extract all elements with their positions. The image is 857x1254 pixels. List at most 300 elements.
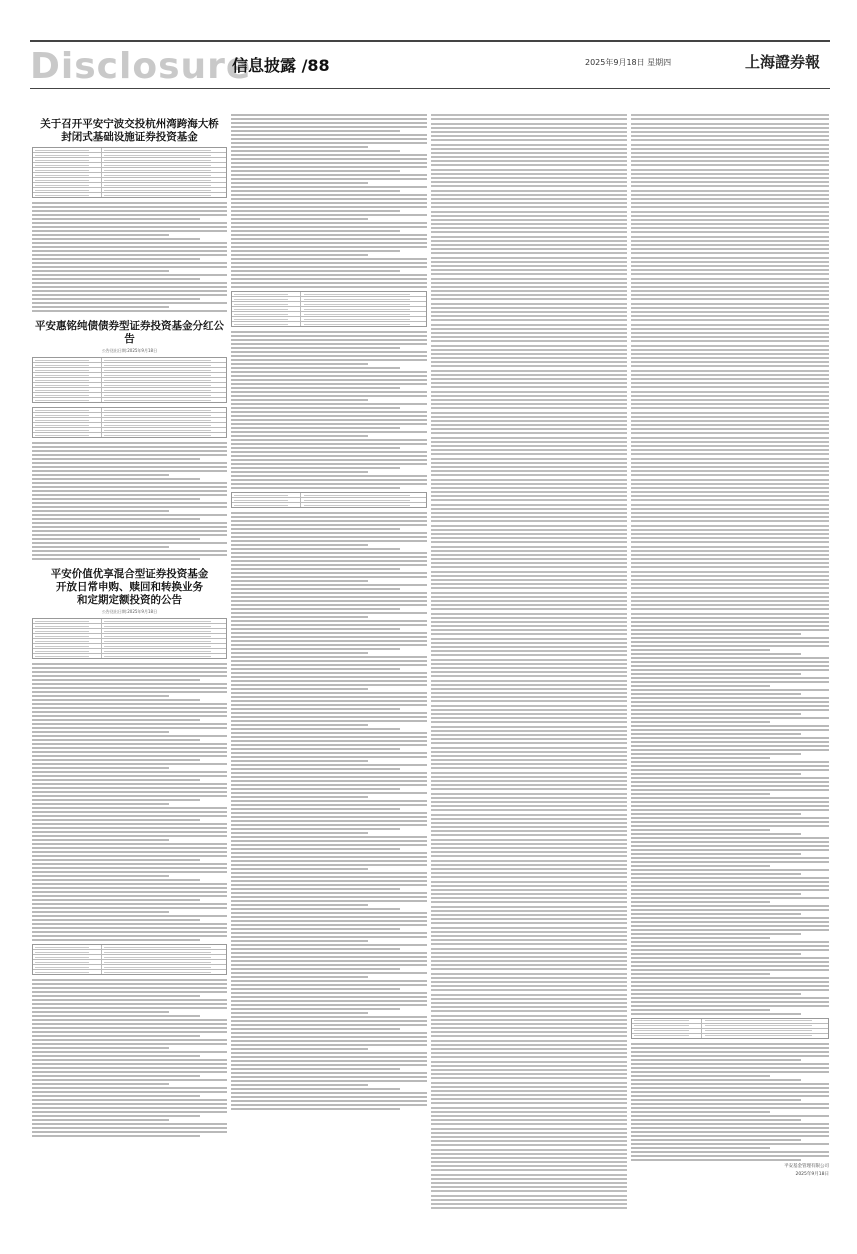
text-line bbox=[231, 864, 427, 866]
text-line bbox=[231, 170, 400, 172]
text-line bbox=[231, 692, 427, 694]
text-line bbox=[231, 708, 400, 710]
text-line bbox=[631, 479, 829, 481]
text-line bbox=[631, 353, 829, 355]
text-line bbox=[231, 540, 427, 542]
text-line bbox=[631, 933, 801, 935]
article-3-title bbox=[32, 568, 227, 607]
text-line bbox=[431, 759, 627, 761]
text-line bbox=[431, 303, 627, 305]
text-line bbox=[32, 498, 200, 500]
text-line bbox=[231, 158, 427, 160]
text-line bbox=[631, 286, 829, 288]
text-line bbox=[32, 202, 227, 204]
section-title: 信息披露 /88 bbox=[232, 56, 330, 75]
text-line bbox=[431, 294, 627, 296]
text-line bbox=[32, 799, 200, 801]
text-line bbox=[431, 252, 627, 254]
text-line bbox=[231, 528, 400, 530]
text-line bbox=[431, 952, 627, 954]
text-line bbox=[231, 459, 427, 461]
text-line bbox=[431, 223, 627, 225]
text-line bbox=[431, 1073, 627, 1075]
text-line bbox=[231, 174, 427, 176]
text-line bbox=[231, 1008, 400, 1010]
text-line bbox=[231, 660, 427, 662]
text-line bbox=[631, 793, 770, 795]
text-line bbox=[32, 238, 200, 240]
text-line bbox=[631, 370, 829, 372]
text-line bbox=[32, 1079, 227, 1081]
text-line bbox=[231, 752, 427, 754]
text-line bbox=[231, 1052, 427, 1054]
text-line bbox=[32, 466, 227, 468]
text-line bbox=[231, 980, 427, 982]
text-line bbox=[431, 910, 627, 912]
text-line bbox=[431, 805, 627, 807]
text-line bbox=[231, 648, 400, 650]
text-line bbox=[231, 604, 427, 606]
column-4 bbox=[631, 112, 829, 1247]
text-line bbox=[631, 633, 801, 635]
text-line bbox=[431, 834, 627, 836]
text-line bbox=[431, 1123, 627, 1125]
text-line bbox=[32, 286, 227, 288]
text-line bbox=[431, 311, 627, 313]
text-line bbox=[431, 1157, 627, 1159]
text-line bbox=[231, 620, 427, 622]
text-line bbox=[32, 222, 227, 224]
text-line bbox=[231, 920, 427, 922]
text-line bbox=[431, 1119, 627, 1121]
text-line bbox=[231, 544, 368, 546]
text-line bbox=[231, 1040, 427, 1042]
text-line bbox=[231, 592, 427, 594]
text-line bbox=[431, 893, 627, 895]
text-line bbox=[231, 800, 427, 802]
text-line bbox=[231, 764, 427, 766]
text-line bbox=[231, 122, 427, 124]
text-line bbox=[231, 748, 400, 750]
text-line bbox=[431, 449, 627, 451]
text-line bbox=[231, 904, 368, 906]
text-line bbox=[231, 130, 400, 132]
text-line bbox=[231, 516, 427, 518]
text-line bbox=[631, 160, 829, 162]
text-line bbox=[631, 395, 829, 397]
text-line bbox=[32, 823, 227, 825]
text-line bbox=[631, 745, 829, 747]
text-line bbox=[631, 554, 829, 556]
text-line bbox=[631, 152, 829, 154]
text-line bbox=[631, 1043, 829, 1045]
text-line bbox=[231, 367, 400, 369]
text-line bbox=[631, 206, 829, 208]
text-line bbox=[231, 816, 427, 818]
text-line bbox=[231, 912, 427, 914]
text-line bbox=[231, 1012, 368, 1014]
text-line bbox=[231, 375, 427, 377]
text-line bbox=[431, 822, 627, 824]
table-row bbox=[33, 398, 226, 402]
text-line bbox=[431, 416, 627, 418]
text-line bbox=[631, 303, 829, 305]
text-line bbox=[32, 1023, 227, 1025]
text-line bbox=[631, 504, 829, 506]
text-line bbox=[431, 721, 627, 723]
text-line bbox=[631, 449, 829, 451]
text-line bbox=[231, 419, 427, 421]
text-line bbox=[431, 466, 627, 468]
text-line bbox=[631, 857, 829, 859]
text-line bbox=[631, 801, 829, 803]
text-line bbox=[231, 520, 427, 522]
article-2-body bbox=[32, 357, 227, 560]
text-line bbox=[32, 1027, 227, 1029]
text-line bbox=[631, 757, 770, 759]
text-line bbox=[231, 900, 427, 902]
text-line bbox=[431, 474, 627, 476]
text-line bbox=[32, 502, 227, 504]
table-row bbox=[33, 654, 226, 658]
text-line bbox=[32, 1111, 227, 1113]
text-line bbox=[231, 1024, 427, 1026]
text-line bbox=[431, 407, 627, 409]
text-line bbox=[32, 1055, 200, 1057]
text-line bbox=[631, 709, 829, 711]
text-line bbox=[32, 306, 169, 308]
text-line bbox=[631, 1047, 829, 1049]
text-line bbox=[32, 915, 227, 917]
text-line bbox=[231, 532, 427, 534]
text-line bbox=[32, 1127, 227, 1129]
text-line bbox=[431, 700, 627, 702]
signature-company: 平安基金管理有限公司 bbox=[784, 1163, 829, 1169]
text-line bbox=[631, 533, 829, 535]
text-line bbox=[431, 985, 627, 987]
text-line bbox=[32, 791, 227, 793]
text-line bbox=[32, 1091, 227, 1093]
text-line bbox=[32, 759, 200, 761]
text-line bbox=[231, 944, 427, 946]
text-line bbox=[431, 587, 627, 589]
text-line bbox=[631, 361, 829, 363]
text-line bbox=[431, 776, 627, 778]
text-line bbox=[431, 742, 627, 744]
text-line bbox=[431, 156, 627, 158]
text-line bbox=[231, 976, 368, 978]
text-line bbox=[631, 677, 829, 679]
text-line bbox=[231, 600, 427, 602]
text-line bbox=[431, 1182, 627, 1184]
text-line bbox=[631, 562, 829, 564]
text-line bbox=[231, 588, 400, 590]
text-line bbox=[231, 736, 427, 738]
text-line bbox=[231, 351, 427, 353]
column-1 bbox=[32, 112, 227, 1247]
text-line bbox=[631, 357, 829, 359]
text-line bbox=[431, 747, 627, 749]
text-line bbox=[231, 286, 427, 288]
text-line bbox=[231, 1028, 400, 1030]
text-line bbox=[231, 258, 427, 260]
text-line bbox=[231, 596, 427, 598]
text-line bbox=[631, 558, 829, 560]
text-line bbox=[32, 1083, 169, 1085]
text-line bbox=[431, 1169, 627, 1171]
text-line bbox=[231, 876, 427, 878]
text-line bbox=[231, 788, 400, 790]
text-line bbox=[431, 977, 627, 979]
text-line bbox=[32, 1067, 227, 1069]
text-line bbox=[231, 948, 400, 950]
text-line bbox=[631, 1063, 829, 1065]
text-line bbox=[431, 533, 627, 535]
text-line bbox=[631, 961, 829, 963]
text-line bbox=[431, 734, 627, 736]
text-line bbox=[431, 948, 627, 950]
text-line bbox=[431, 1132, 627, 1134]
text-line bbox=[32, 771, 227, 773]
text-line bbox=[431, 1144, 627, 1146]
text-line bbox=[231, 1076, 427, 1078]
text-line bbox=[431, 575, 627, 577]
text-line bbox=[431, 780, 627, 782]
text-line bbox=[631, 661, 829, 663]
text-line bbox=[32, 743, 227, 745]
text-line bbox=[32, 927, 227, 929]
text-line bbox=[32, 987, 227, 989]
text-line bbox=[32, 731, 169, 733]
text-line bbox=[431, 772, 627, 774]
text-line bbox=[631, 645, 829, 647]
text-line bbox=[631, 1107, 829, 1109]
text-line bbox=[631, 1151, 829, 1153]
article-3-title-line-2: 开放日常申购、赎回和转换业务 bbox=[56, 581, 203, 593]
text-line bbox=[32, 775, 227, 777]
text-line bbox=[32, 979, 227, 981]
text-line bbox=[631, 649, 770, 651]
text-line bbox=[631, 625, 829, 627]
text-line bbox=[431, 1207, 627, 1209]
text-line bbox=[231, 832, 368, 834]
text-line bbox=[231, 824, 427, 826]
text-line bbox=[431, 680, 627, 682]
text-line bbox=[431, 265, 627, 267]
text-line bbox=[231, 278, 427, 280]
text-line bbox=[231, 964, 427, 966]
text-line bbox=[231, 856, 427, 858]
text-line bbox=[431, 181, 627, 183]
text-line bbox=[431, 160, 627, 162]
text-line bbox=[32, 723, 227, 725]
text-line bbox=[32, 995, 200, 997]
text-line bbox=[231, 234, 427, 236]
text-line bbox=[32, 234, 169, 236]
text-line bbox=[431, 646, 627, 648]
text-line bbox=[32, 675, 227, 677]
text-line bbox=[631, 386, 829, 388]
text-line bbox=[431, 525, 627, 527]
text-line bbox=[231, 194, 427, 196]
text-line bbox=[231, 632, 427, 634]
text-line bbox=[231, 940, 368, 942]
text-line bbox=[431, 931, 627, 933]
text-line bbox=[231, 238, 427, 240]
text-line bbox=[231, 190, 400, 192]
text-line bbox=[431, 173, 627, 175]
text-line bbox=[431, 345, 627, 347]
article-1-body bbox=[32, 147, 227, 312]
text-line bbox=[631, 403, 829, 405]
text-line bbox=[231, 1100, 427, 1102]
text-line bbox=[231, 572, 427, 574]
text-line bbox=[231, 371, 427, 373]
text-line bbox=[631, 336, 829, 338]
text-line bbox=[631, 391, 829, 393]
text-line bbox=[32, 274, 227, 276]
text-line bbox=[231, 612, 427, 614]
text-line bbox=[231, 580, 368, 582]
text-line bbox=[32, 859, 200, 861]
text-line bbox=[231, 908, 400, 910]
text-line bbox=[32, 835, 227, 837]
text-line bbox=[431, 282, 627, 284]
text-line bbox=[32, 1099, 227, 1101]
masthead bbox=[0, 0, 857, 95]
text-line bbox=[32, 887, 227, 889]
text-line bbox=[231, 972, 427, 974]
text-line bbox=[231, 210, 400, 212]
text-line bbox=[431, 730, 627, 732]
text-line bbox=[431, 927, 627, 929]
text-line bbox=[431, 1040, 627, 1042]
text-line bbox=[231, 696, 427, 698]
text-line bbox=[631, 1127, 829, 1129]
text-line bbox=[631, 765, 829, 767]
text-line bbox=[231, 391, 427, 393]
text-line bbox=[431, 1136, 627, 1138]
text-line bbox=[631, 516, 829, 518]
text-line bbox=[231, 463, 427, 465]
data-table bbox=[32, 944, 227, 975]
text-line bbox=[231, 439, 427, 441]
article-1-title-line-2: 封闭式基础设施证券投资基金 bbox=[61, 131, 198, 143]
text-line bbox=[631, 993, 801, 995]
text-line bbox=[431, 361, 627, 363]
text-line bbox=[431, 839, 627, 841]
text-line bbox=[431, 148, 627, 150]
text-line bbox=[631, 1123, 829, 1125]
text-line bbox=[231, 1004, 427, 1006]
text-line bbox=[231, 988, 400, 990]
text-line bbox=[231, 202, 427, 204]
text-line bbox=[431, 705, 627, 707]
newspaper-logo: 上海證券報 bbox=[745, 53, 821, 71]
signature-date: 2025年9月18日 bbox=[795, 1171, 829, 1177]
text-line bbox=[32, 458, 200, 460]
text-line bbox=[32, 1043, 227, 1045]
text-line bbox=[431, 922, 627, 924]
text-line bbox=[631, 123, 829, 125]
text-line bbox=[631, 164, 829, 166]
text-line bbox=[231, 672, 427, 674]
text-line bbox=[32, 1031, 227, 1033]
text-line bbox=[431, 1048, 627, 1050]
text-line bbox=[431, 558, 627, 560]
table-row bbox=[232, 322, 426, 326]
text-line bbox=[631, 298, 829, 300]
text-line bbox=[231, 568, 400, 570]
text-line bbox=[431, 675, 627, 677]
column-4-body bbox=[631, 114, 829, 1161]
text-line bbox=[631, 849, 829, 851]
text-line bbox=[631, 717, 829, 719]
text-line bbox=[631, 345, 829, 347]
text-line bbox=[431, 1203, 627, 1205]
text-line bbox=[32, 999, 227, 1001]
text-line bbox=[231, 992, 427, 994]
text-line bbox=[231, 383, 427, 385]
text-line bbox=[231, 266, 427, 268]
text-line bbox=[231, 230, 400, 232]
text-line bbox=[231, 1068, 400, 1070]
text-line bbox=[431, 914, 627, 916]
text-line bbox=[231, 996, 427, 998]
text-line bbox=[431, 629, 627, 631]
text-line bbox=[231, 1104, 427, 1106]
text-line bbox=[231, 888, 400, 890]
text-line bbox=[231, 956, 427, 958]
text-line bbox=[631, 537, 829, 539]
text-line bbox=[231, 415, 427, 417]
text-line bbox=[631, 1143, 829, 1145]
text-line bbox=[431, 240, 627, 242]
text-line bbox=[32, 883, 227, 885]
text-line bbox=[631, 641, 829, 643]
text-line bbox=[431, 382, 627, 384]
text-line bbox=[631, 412, 829, 414]
text-line bbox=[431, 1161, 627, 1163]
text-line bbox=[231, 628, 400, 630]
text-line bbox=[431, 793, 627, 795]
text-line bbox=[631, 1005, 829, 1007]
text-line bbox=[631, 1071, 829, 1073]
text-line bbox=[32, 210, 227, 212]
text-line bbox=[231, 608, 400, 610]
text-line bbox=[431, 441, 627, 443]
text-line bbox=[431, 688, 627, 690]
text-line bbox=[431, 462, 627, 464]
text-line bbox=[431, 1174, 627, 1176]
text-line bbox=[231, 872, 427, 874]
text-line bbox=[431, 432, 627, 434]
text-line bbox=[32, 550, 227, 552]
text-line bbox=[32, 226, 227, 228]
text-line bbox=[431, 395, 627, 397]
text-line bbox=[32, 919, 200, 921]
text-line bbox=[631, 681, 829, 683]
text-line bbox=[32, 1119, 169, 1121]
text-line bbox=[231, 443, 427, 445]
text-line bbox=[231, 1016, 427, 1018]
text-line bbox=[32, 218, 200, 220]
text-line bbox=[231, 403, 427, 405]
text-line bbox=[231, 331, 427, 333]
text-line bbox=[631, 917, 829, 919]
text-line bbox=[431, 1015, 627, 1017]
text-line bbox=[631, 909, 829, 911]
